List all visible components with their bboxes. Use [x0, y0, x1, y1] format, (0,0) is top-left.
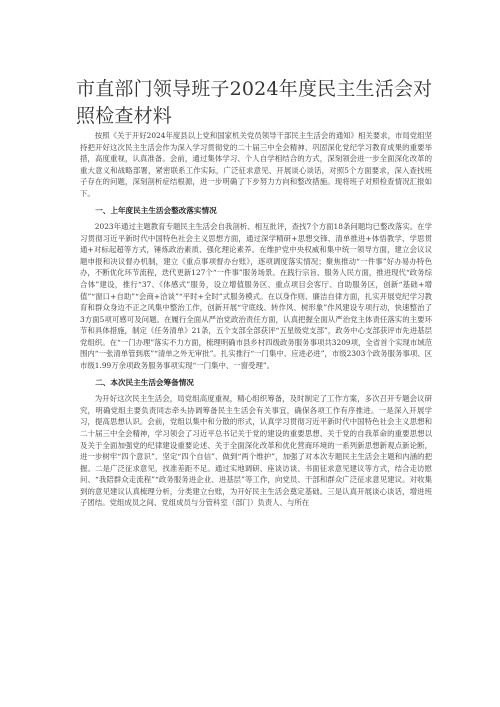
section-2-paragraph: 为开好这次民主生活会，局党组高度重视，精心组织筹备，及时制定了工作方案，多次召开专题会议研究，明确党组主要负责同志牵头协调筹备民主生活会有关事宜，确保各项工作有序推进。一是深入开展学习，提高思想认识。会前，党组以集中和分散的形式，认真学习贯彻习近平新时代中国特色社会主义思想和二十届三中全会精神，学习领会了习近平总书记关于党的建设的重要思想、关于党的自我革命的重要思想以及关于全面加强党的纪律建设重要论述、关于全面深化改革和优化营商环境的一系列新思想新观点新论断，进一步树牢“四个意识”、坚定“四个自信”、做到“两个维护”，加强了对本次专题民主生活会主题和内涵的把握。二是广泛征求意见，找准差距不足。通过实地调研、座谈访谈、书面征求意见建议等方式，结合走访慰问、“我陪群众走流程”“政务服务进企业、进基层”等工作，向党员、干部和群众广泛征求意见建议。对收集到的意见建议认真梳理分析，分类建立台账，为开好民主生活会奠定基础。三是认真开展谈心谈话，增进班子团结。党组成员之间、党组成员与分管科室（部门）负责人、与所在 — [80, 394, 432, 508]
intro-paragraph: 按照《关于开好2024年度县以上党和国家机关党员领导干部民主生活会的通知》相关要求，市局党组坚持把开好这次民主生活会作为深入学习贯彻党的二十届三中全会精神、巩固深化党纪学习教育成果的重要举措，高度重视，认真准备。会前，通过集体学习、个人自学相结合的方式，深刻领会进一步全面深化改革的重大意义和战略部署，紧密联系工作实际，广泛征求意见、开展谈心谈话，对照5个方面要求，深入查找班子存在的问题，深刻剖析症结根源，进一步明确了下步努力方向和整改措施。现将班子对照检查情况汇报如下。 — [80, 131, 432, 198]
section-1-paragraph: 2023年通过主题教育专题民主生活会自我剖析、相互批评，查找7个方面18条问题均已整改落实。在学习贯彻习近平新时代中国特色社会主义思想方面，通过深学精研+思想交锋、清单推进+体悟教学、学思贯通+对标起超等方式，锤炼政治素质、强化理论素养。在维护党中央权威和集中统一领导方面，建立会议议题申报和决议督办机制，建立《重点事项督办台账》，逐项调度落实情况；聚焦推动“一件事”好办易办特色办，不断优化环节流程，迭代更新127个“一件事”服务场景。在践行宗旨、服务人民方面，推进现代“政务综合体”建设，推行“37、《体感式”服务，设立增值服务区、重点项目会客厅、自助服务区，创新“基础+增值”“窗口+自助”“会商+洽谈”“平时+全时”式服务模式。在以身作则、廉洁自律方面，扎实开展党纪学习教育和群众身边不正之风集中整治工作，创新开展“守底线、转作风、树形象”作风建设专项行动，快速整治了3方面5项可感可及问题。在履行全面从严治党政治责任方面，认真把握全面从严治党主体责任落实的主要环节和具体措施，制定《任务清单》21条，五个支部全部获评“五星级党支部”，政务中心支部获评市先进基层党组织。在“一门办理”落实不力方面，梳理明确市县乡村四级政务服务事项共3209项，全省首个实现市域范围内“一张清单管到底”“清单之外无审批”。扎实推行“一门集中、应进必进”，市级2303个政务服务事项、区市级1.99万余项政务服务事项实现“一门集中、一窗受理”。 — [80, 222, 432, 370]
section-heading-1: 一、上年度民主生活会整改落实情况 — [95, 206, 217, 216]
document-title: 市直部门领导班子2024年度民主生活会对照检查材料 — [76, 78, 433, 127]
document-body — [80, 130, 432, 509]
section-heading-2: 二、本次民主生活会筹备情况 — [95, 378, 194, 388]
